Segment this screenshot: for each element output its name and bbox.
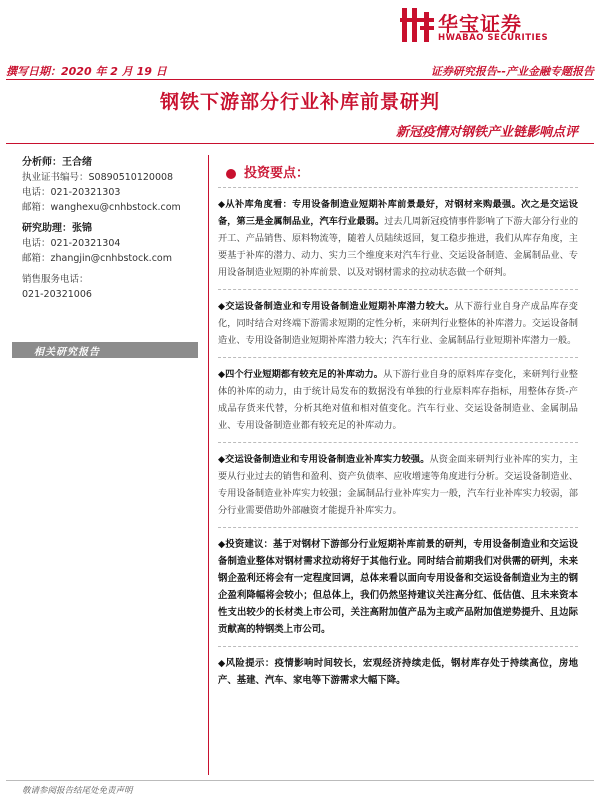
- item-divider: [218, 646, 578, 647]
- header-divider: [6, 79, 594, 80]
- highlight-item-3: [218, 366, 578, 434]
- logo-english-name: HWABAO SECURITIES: [438, 33, 549, 43]
- assistant-email: 邮箱：zhangjin@cnhbstock.com: [22, 253, 172, 264]
- disclaimer-note: 敬请参阅报告结尾处免责声明: [22, 786, 133, 796]
- highlight-item-1: [218, 196, 578, 281]
- highlight-body: 从资金面来研判行业补库的实力，主要从行业过去的销售和盈利、资产负债率、应收增速等角度进行分析。交运设备制造业、专用设备制造业补库实力较强；金属制品行业补库实力一般，汽车行业补库实力较弱，部分行业需要借助外部融资才能提升补库实力。: [218, 454, 578, 516]
- risk-text: ◆风险提示：疫情影响时间较长，宏观经济持续走低，钢材库存处于持续高位，房地产、基建、汽车、家电等下游需求大幅下降。: [218, 658, 578, 686]
- investment-highlights: [218, 162, 578, 697]
- highlight-item-2: [218, 298, 578, 349]
- advice-text: ◆投资建议：基于对钢材下游部分行业短期补库前景的研判，专用设备制造业和交运设备制造业整体对钢材需求拉动将好于其他行业。同时结合前期我们对供需的研判，未来钢企盈利还将会有一定程度回调，总体来看以面向专用设备和交运设备制造业为主的钢企盈利降幅将会较小；但总体上，我们仍然坚持建议关注高分红、低估值、且未来资本性支出较少的长材类上市公司，关注高附加值产品为主或产品附加值逆势提升、且边际贡献高的特钢类上市公司。: [218, 539, 578, 635]
- highlights-heading: 投资要点：: [226, 162, 578, 181]
- risk-warning: [218, 655, 578, 689]
- related-reports-label: 相关研究报告: [34, 347, 100, 358]
- highlight-lead: ◆交运设备制造业和专用设备制造业补库实力较强。: [218, 454, 430, 465]
- investment-advice: [218, 536, 578, 638]
- hwabao-logo-icon: [400, 6, 434, 44]
- analyst-license: 执业证书编号：S0890510120008: [22, 172, 174, 183]
- report-type: 证券研究报告--产业金融专题报告: [430, 65, 594, 78]
- logo-chinese-name: 华宝证券: [438, 12, 522, 36]
- assistant-phone: 电话：021-20321304: [22, 238, 121, 249]
- highlight-item-4: [218, 451, 578, 519]
- footer-divider: [6, 780, 594, 781]
- highlight-body: 过去几周新冠疫情事件影响了下游大部分行业的开工、产品销售、原料物流等，随着人员陆续返回，复工稳步推进，我们从库存角度，主要基于补库的潜力、动力、实力三个维度来对汽车行业、交运设备制造、金属制品业、专用设备制造业短期的补库前景、以及对钢材需求的拉动状态做一个研判。: [218, 216, 579, 278]
- highlight-body: 从下游行业自身产成品库存变化，同时结合对终端下游需求短期的定性分析，来研判行业整体的补库潜力。交运设备制造业、专用设备制造业短期补库潜力较大；汽车行业、金属制品行业短期补库潜力一般。: [218, 301, 578, 346]
- report-title: 钢铁下游部分行业补库前景研判: [159, 91, 440, 113]
- analyst-email: 邮箱：wanghexu@cnhbstock.com: [22, 202, 181, 213]
- sales-phone: 021-20321006: [22, 289, 92, 300]
- bullet-dot-icon: [226, 169, 236, 179]
- highlight-lead: ◆交运设备制造业和专用设备制造业短期补库潜力较大。: [218, 301, 455, 312]
- item-divider: [218, 289, 578, 290]
- highlight-lead: ◆四个行业短期都有较充足的补库动力。: [218, 369, 384, 380]
- analyst-phone: 电话：021-20321303: [22, 187, 121, 198]
- item-divider: [218, 442, 578, 443]
- related-reports-bar: [12, 342, 198, 358]
- company-logo: [400, 6, 590, 46]
- sales-label: 销售服务电话：: [22, 274, 89, 285]
- report-date: 撰写日期：2020 年 2 月 19 日: [6, 65, 167, 78]
- item-divider: [218, 527, 578, 528]
- title-divider: [6, 143, 594, 144]
- analyst-name: 分析师：王合绪: [22, 157, 92, 168]
- column-divider: [208, 155, 209, 775]
- analyst-info: [22, 155, 197, 302]
- item-divider: [218, 187, 578, 188]
- highlight-lead: ◆从补库角度看：专用设备制造业短期补库前景最好，对钢材来购最强。次之是交运设备，第三是金属制品业，汽车行业最弱。: [218, 199, 578, 227]
- meta-row: [6, 63, 594, 79]
- item-divider: [218, 357, 578, 358]
- assistant-name: 研究助理：张锦: [22, 223, 92, 234]
- highlight-body: 从下游行业自身的原料库存变化，来研判行业整体的补库的动力，由于统计局发布的数据没有单独的行业原料库存指标，用整体存货-产成品存货来代替，分析其绝对值和相对值变化。汽车行业、交运设备制造业、金属制品业、专用设备制造业都有较充足的补库动力。: [218, 369, 578, 431]
- report-subtitle: 新冠疫情对钢铁产业链影响点评: [395, 125, 578, 140]
